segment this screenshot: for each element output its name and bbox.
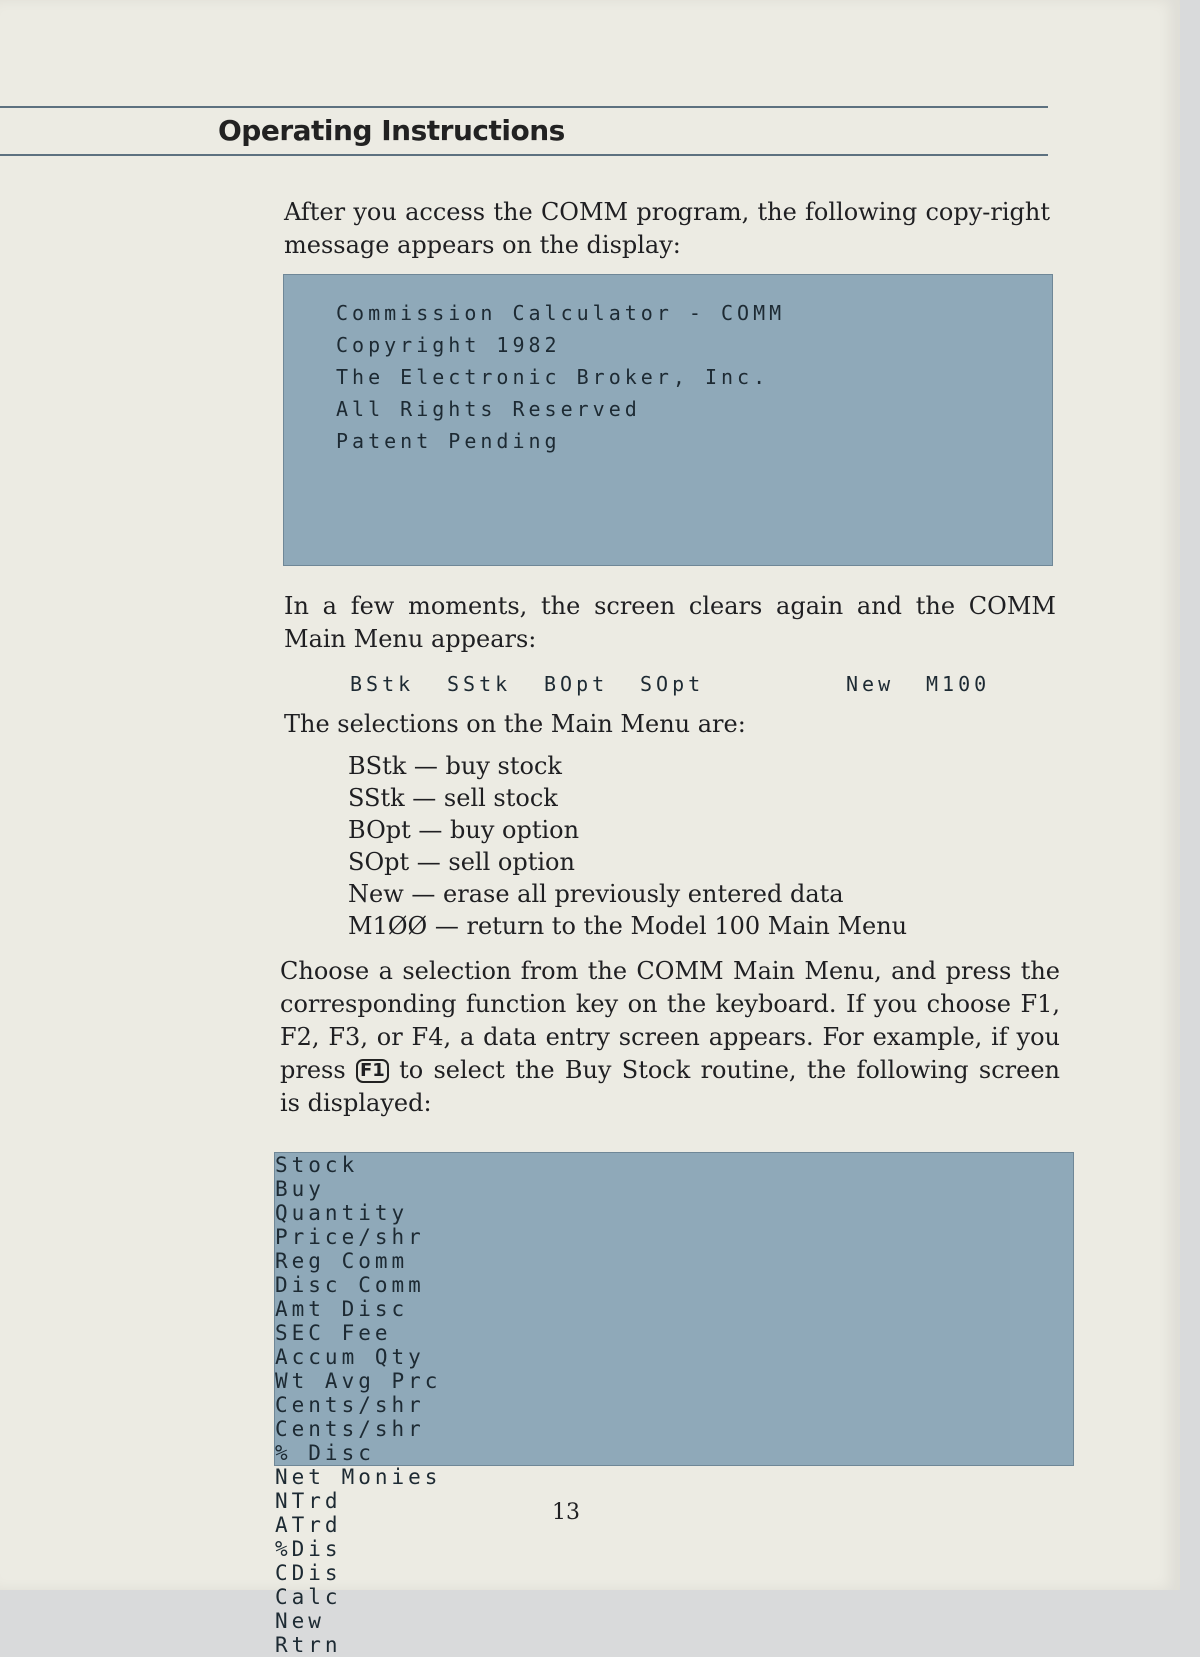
menu-item-sopt: SOpt <box>640 672 705 696</box>
menu-item-m100: M100 <box>926 672 991 696</box>
cents-per-share-label: Cents/shr <box>275 1393 425 1417</box>
fkey-cdis: CDis <box>275 1561 342 1585</box>
reg-comm-label: Reg Comm <box>275 1249 409 1273</box>
list-item: M1ØØ — return to the Model 100 Main Menu <box>348 912 908 940</box>
menu-intro-paragraph: In a few moments, the screen clears again and the COMM Main Menu appears: <box>284 592 1056 653</box>
buy-label: Buy <box>275 1177 325 1201</box>
menu-item-sstk: SStk <box>447 672 512 696</box>
sec-fee-label: SEC Fee <box>275 1321 392 1345</box>
header-rule-bottom <box>0 154 1048 156</box>
f1-key-icon: F1 <box>356 1059 389 1083</box>
page-heading: Operating Instructions <box>218 114 565 147</box>
header-rule-top <box>0 106 1048 108</box>
disc-comm-label: Disc Comm <box>275 1273 425 1297</box>
percent-disc-label: % Disc <box>275 1441 375 1465</box>
menu-item-bstk: BStk <box>350 672 415 696</box>
fkey-ntrd: NTrd <box>275 1489 342 1513</box>
selections-intro: The selections on the Main Menu are: <box>284 710 746 738</box>
intro-paragraph: After you access the COMM program, the following copy-right message appears on the display: <box>284 198 1050 259</box>
screen-line: The Electronic Broker, Inc. <box>336 365 770 389</box>
list-item: SOpt — sell option <box>348 848 575 876</box>
wt-avg-prc-label: Wt Avg Prc <box>275 1369 442 1393</box>
screen-line: Patent Pending <box>336 429 561 453</box>
menu-item-new: New <box>846 672 895 696</box>
screen-line: Copyright 1982 <box>336 333 561 357</box>
fkey-new: New <box>275 1609 325 1633</box>
stock-label: Stock <box>275 1153 359 1177</box>
list-item: BOpt — buy option <box>348 816 580 844</box>
price-per-share-label: Price/shr <box>275 1225 425 1249</box>
list-item: New — erase all previously entered data <box>348 880 844 908</box>
net-monies-label: Net Monies <box>275 1465 442 1489</box>
screen-line: Commission Calculator - COMM <box>336 301 786 325</box>
page-number: 13 <box>552 1500 580 1525</box>
accum-qty-label: Accum Qty <box>275 1345 425 1369</box>
screen-line: All Rights Reserved <box>336 397 641 421</box>
amt-disc-label: Amt Disc <box>275 1297 409 1321</box>
cents-per-share-label: Cents/shr <box>275 1417 425 1441</box>
fkey-calc: Calc <box>275 1585 342 1609</box>
copyright-screen <box>283 274 1053 566</box>
list-item: SStk — sell stock <box>348 784 558 812</box>
menu-item-bopt: BOpt <box>544 672 609 696</box>
fkey-pdis: %Dis <box>275 1537 342 1561</box>
quantity-label: Quantity <box>275 1201 409 1225</box>
fkey-rtrn: Rtrn <box>275 1633 342 1657</box>
fkey-atrd: ATrd <box>275 1513 342 1537</box>
selections-list <box>348 750 907 942</box>
choose-paragraph: Choose a selection from the COMM Main Menu, and press the corresponding function key on the keyboard. If you choose F1, F2, F3, or F4, a data entry screen appears. For example, if you press F1 to select the Buy Stock routine, the following screen is displayed: <box>280 957 1060 1117</box>
list-item: BStk — buy stock <box>348 752 562 780</box>
